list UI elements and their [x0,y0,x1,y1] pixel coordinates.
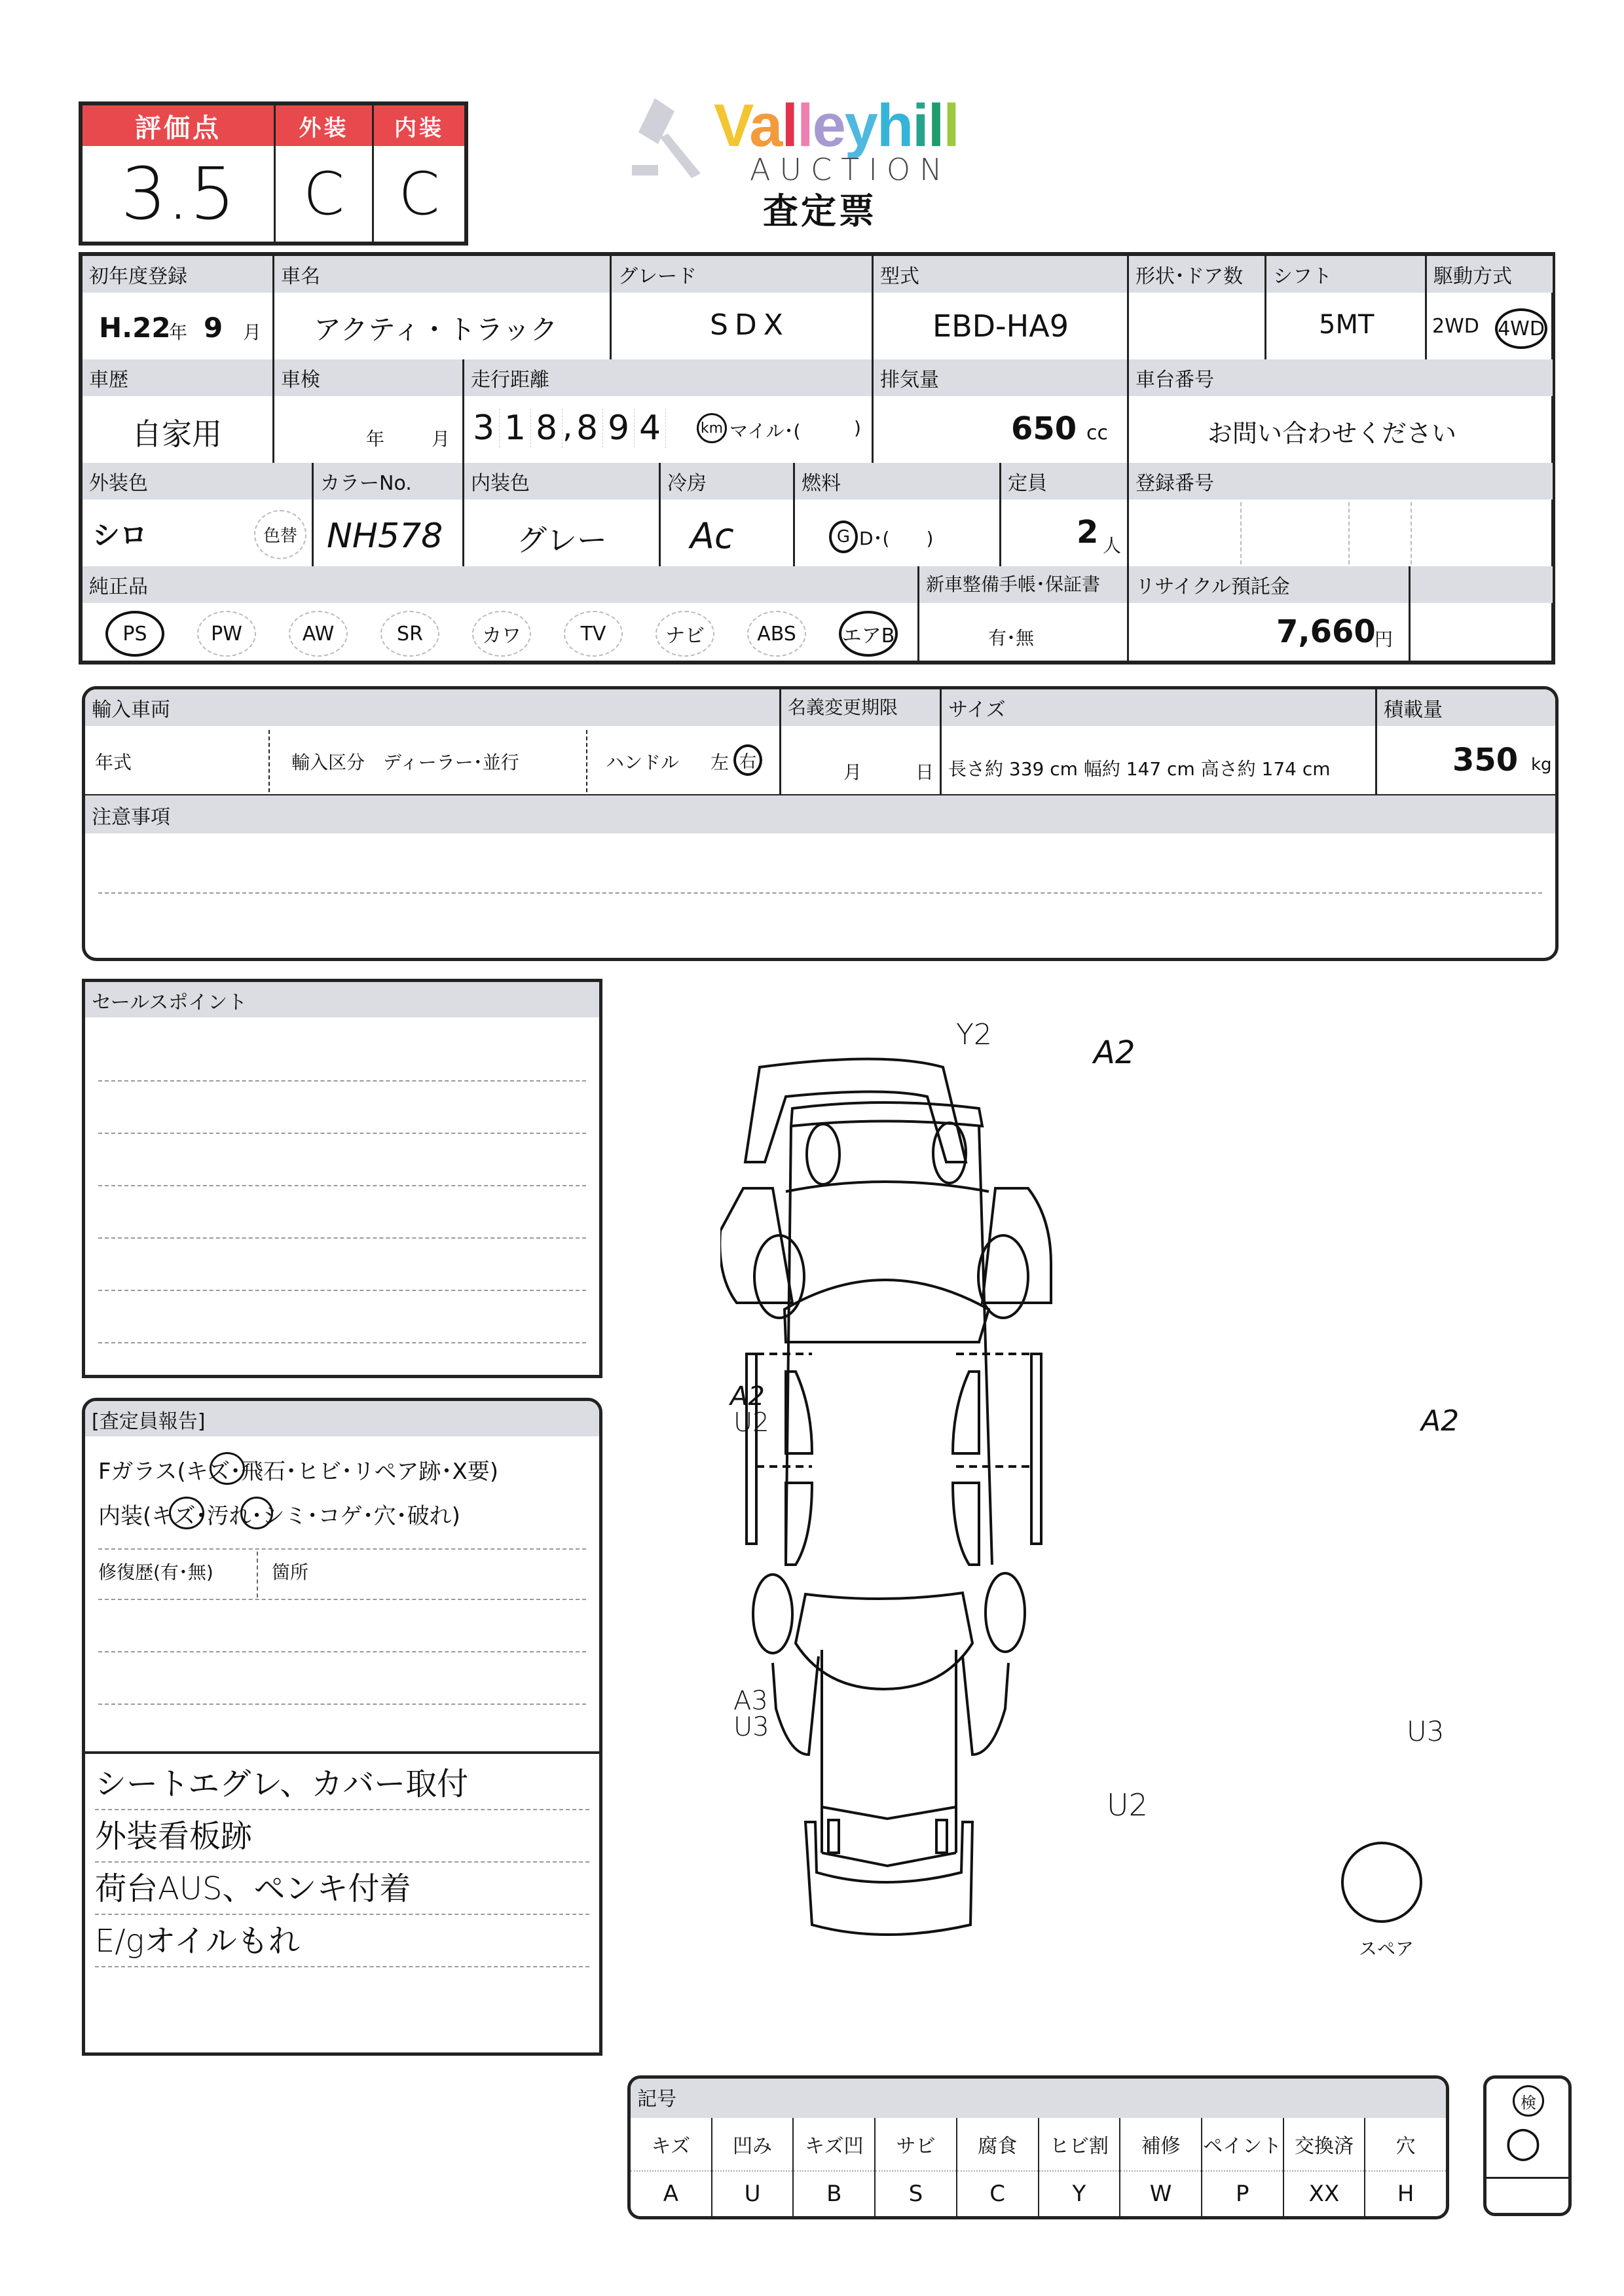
legend-code: S [876,2170,956,2216]
front-fender-right [982,1188,1051,1303]
load-label: 積載量 [1377,689,1559,726]
handwritten-note: シートエグレ、カバー取付 [95,1758,589,1810]
recycle-label: リサイクル預託金 [1129,566,1409,603]
handle-right-circled: 右 [733,744,762,776]
chassis-label: 車台番号 [1129,359,1553,396]
headlight-right [933,1123,966,1183]
grade-value: SDX [710,308,790,342]
legend-name: 交換済 [1294,2135,1354,2158]
taillight-right [936,1820,947,1853]
sales-rule [98,1080,586,1082]
genuine-parts-cell [83,566,917,662]
damage-mark: U2 [733,1408,769,1438]
tire-front-left [754,1235,804,1318]
report-label: [査定員報告] [85,1401,599,1436]
equipment-item: ABS [747,611,806,657]
brand-letter: y [844,92,877,159]
interior-grade: C [398,159,440,228]
car-name-label: 車名 [274,256,610,293]
legend-name: 穴 [1395,2135,1416,2158]
report-rule [98,1548,586,1550]
equipment-item: ナビ [655,611,714,657]
legend-name: 凹み [733,2135,773,2158]
score-label: 評価点 [83,105,274,146]
notes-label: 注意事項 [85,794,1555,833]
legend-name: キズ凹 [805,2135,864,2158]
capacity-label: 定員 [1001,463,1127,500]
side-sill-right [1031,1354,1041,1544]
handwritten-note: 荷台AUS、ペンキ付着 [95,1863,589,1915]
repair-divider [257,1552,258,1597]
inspection-mark: ○ [1505,2118,1541,2166]
ext-color-value: シロ [92,519,148,551]
brand-name [714,92,959,160]
equipment-item: エアB [839,611,898,657]
displacement-unit: cc [1086,422,1108,445]
reg-no-divider [1411,502,1412,564]
month-unit: 月 [243,321,262,343]
import-divider [268,730,270,792]
legend-code: C [957,2170,1038,2216]
legend-label: 記号 [631,2079,1446,2118]
door-lines [756,1354,1031,1467]
ac-value: Ac [690,515,734,556]
first-registration-label: 初年度登録 [83,256,272,293]
brand-auction: AUCTION [750,152,951,187]
report-section-divider [85,1751,599,1754]
equipment-item: AW [289,611,348,657]
ac-label: 冷房 [661,463,793,500]
drive-2wd: 2WD [1432,315,1479,338]
manual-value: 有･無 [988,627,1035,649]
model-label: 型式 [874,256,1127,293]
legend-code: U [712,2170,793,2216]
location-label: 箇所 [272,1561,309,1583]
mileage-digit: 4 [635,409,666,448]
recycle-unit: 円 [1375,629,1393,650]
mileage-km-circled: km [697,413,727,443]
interior-column [374,105,464,242]
int-color-cell [462,463,659,566]
notes-rule [98,892,1542,894]
load-cell [1375,689,1559,794]
model-cell [872,256,1127,359]
drive-cell [1425,256,1553,359]
interior-dirt-circle [240,1497,273,1529]
repair-history-label: 修復歴(有･無) [98,1561,213,1583]
grade-label: グレード [612,256,872,293]
sales-rule [98,1237,586,1239]
import-cell [85,689,779,794]
inspection-box [1483,2075,1572,2216]
mileage-digit: , [563,409,573,445]
grade-cell [610,256,872,359]
color-no-cell [312,463,462,566]
legend-code: A [631,2170,711,2216]
import-notes-box [82,686,1559,961]
legend-code: H [1365,2170,1446,2216]
brand-letter: V [714,92,750,159]
capacity-value: 2 [1077,514,1099,551]
ext-color-cell [83,463,312,566]
inspection-label: 検 [1513,2085,1544,2117]
score-box [79,101,468,246]
color-change-option: 色替 [254,510,306,559]
first-registration-era: H.22 [99,312,171,344]
blank-label [1411,566,1553,603]
front-door-window-left [786,1372,812,1453]
brand-letter: l [943,92,959,159]
damage-mark: U3 [733,1712,769,1742]
exterior-label: 外装 [276,105,372,146]
reg-no-cell [1127,463,1553,566]
name-change-label: 名義変更期限 [781,689,940,726]
legend-item [1119,2118,1201,2216]
color-no-value: NH578 [327,517,443,556]
brand-letter: l [781,92,798,159]
history-cell [83,359,272,463]
spare-label: スペア [1359,1938,1414,1959]
year-unit: 年 [169,321,188,343]
car-damage-diagram [720,1002,1539,1984]
manual-label: 新車整備手帳･保証書 [919,566,1127,603]
equipment-item: TV [564,611,623,657]
legend-item [874,2118,956,2216]
legend-table [631,2118,1446,2216]
displacement-cell [872,359,1127,463]
interior-status: 内装(キズ･汚れ･シミ･コゲ･穴･破れ) [98,1503,460,1529]
headlight-left [807,1124,840,1184]
car-name: アクティ・トラック [314,314,558,346]
rear-quarter-left [773,1656,819,1755]
legend-box [627,2075,1449,2219]
body-type-label: 形状･ドア数 [1129,256,1264,293]
legend-code: W [1120,2170,1201,2216]
rear-quarter-right [963,1656,1008,1755]
brand-letter: a [749,92,782,159]
legend-item [1201,2118,1283,2216]
glass-scratch-circle [210,1452,245,1485]
vehicle-info-grid [79,252,1555,665]
capacity-unit: 人 [1103,535,1122,556]
genuine-parts-label: 純正品 [83,566,917,603]
body-type-cell [1127,256,1264,359]
size-value: 長さ約 339 cm 幅約 147 cm 高さ約 174 cm [948,758,1331,780]
sales-rule [98,1133,586,1134]
tire-rear-right [986,1573,1025,1652]
handwritten-notes [95,1758,589,1967]
mileage-close: ) [854,417,861,439]
inspection-divider [1486,2177,1568,2179]
first-registration-cell [83,256,272,359]
damage-mark: A2 [730,1381,765,1412]
damage-mark: Y2 [956,1018,992,1051]
brand-letter: l [797,92,813,159]
mileage-digit: 1 [500,409,531,448]
legend-item [711,2118,793,2216]
score-column [83,105,276,242]
chassis-value: お問い合わせください [1208,419,1457,448]
sales-rule [98,1342,586,1343]
name-change-month-unit: 月 [843,761,862,783]
damage-mark: U3 [1407,1715,1445,1747]
legend-item [792,2118,874,2216]
front-fender-left [720,1188,792,1303]
brand-letter: i [912,92,928,159]
import-label: 輸入車両 [85,689,779,726]
brand-letter: l [927,92,944,159]
mileage-digit: 8 [572,409,603,448]
fuel-label: 燃料 [795,463,999,500]
load-value: 350 [1452,742,1519,778]
ac-cell [659,463,793,566]
tire-rear-left [753,1575,792,1653]
tailgate-top [822,1807,956,1819]
reg-no-label: 登録番号 [1129,463,1553,500]
shift-cell [1264,256,1425,359]
report-rule [98,1651,586,1652]
gavel-icon [629,92,714,183]
exterior-grade: C [303,159,344,228]
legend-item [1283,2118,1365,2216]
int-color-label: 内装色 [464,463,659,500]
inspection-month-unit: 月 [432,428,451,450]
reg-no-divider [1348,502,1350,564]
capacity-cell [999,463,1127,566]
inspection-cell [272,359,462,463]
legend-code: P [1202,2170,1283,2216]
blank-cell [1409,566,1553,662]
int-color-value: グレー [517,522,607,558]
handwritten-note: E/gオイルもれ [95,1915,589,1967]
equipment-item: カワ [472,611,531,657]
shift-value: 5MT [1319,310,1375,340]
name-change-day-unit: 日 [915,761,934,783]
mileage-cell [462,359,872,463]
history-label: 車歴 [83,359,272,396]
legend-name: 腐食 [978,2135,1018,2158]
mileage-digit: 8 [531,409,563,448]
recycle-cell [1127,566,1409,662]
inspection-year-unit: 年 [366,428,385,450]
document-title: 査定票 [763,191,877,232]
displacement-label: 排気量 [874,359,1127,396]
first-registration-month: 9 [204,312,223,344]
mileage-digits [468,409,666,448]
handwritten-note: 外装看板跡 [95,1810,589,1863]
legend-code: XX [1284,2170,1365,2216]
legend-name: キズ [651,2135,691,2158]
damage-mark: A3 [733,1686,768,1716]
equipment-list [105,611,911,658]
interior-scratch-circle [169,1497,204,1529]
brand-letter: h [876,92,913,159]
size-cell [940,689,1375,794]
fuel-cell [793,463,999,566]
fuel-gasoline-circled: G [829,520,858,553]
fuel-other: D･( ) [859,528,934,549]
inspection-label: 車検 [274,359,462,396]
taillight-left [828,1820,839,1853]
sales-point-label: セールスポイント [85,982,599,1017]
legend-item [1364,2118,1446,2216]
windshield [784,1280,989,1342]
legend-code: Y [1039,2170,1120,2216]
front-door-window-right [953,1372,979,1453]
drive-4wd-circled: 4WD [1495,308,1547,349]
legend-item [631,2118,711,2216]
sales-point-box [82,979,602,1378]
shift-label: シフト [1266,256,1425,293]
size-label: サイズ [942,689,1375,726]
rear-door-window-right [953,1483,979,1565]
model-value: EBD-HA9 [932,308,1069,344]
recycle-value: 7,660 [1276,613,1376,650]
tailgate-bottom [822,1853,956,1866]
windshield-status: Fガラス(キズ･飛石･ヒビ･リペア跡･X要) [98,1459,498,1485]
history-value: 自家用 [132,416,222,452]
chassis-cell [1127,359,1553,463]
legend-name: 補修 [1141,2135,1181,2158]
mileage-digit: 3 [468,409,500,448]
manual-cell [917,566,1127,662]
exterior-column [276,105,374,242]
sales-rule [98,1185,586,1186]
damage-mark: A2 [1421,1404,1460,1438]
damage-mark: A2 [1094,1034,1135,1071]
interior-label: 内装 [374,105,464,146]
import-divider [586,730,587,792]
report-rule [98,1599,586,1600]
legend-item [956,2118,1038,2216]
legend-name: サビ [896,2135,936,2158]
reg-no-divider [1240,502,1242,564]
legend-code: B [794,2170,874,2216]
damage-mark: U2 [1107,1787,1148,1823]
equipment-item: PS [105,611,164,657]
import-year-label: 年式 [95,752,132,773]
name-change-cell [779,689,940,794]
cabin-sides [786,1126,992,1565]
car-name-cell [272,256,610,359]
rear-door-window-left [786,1483,812,1565]
displacement-value: 650 [1011,410,1077,447]
color-no-label: カラーNo. [314,463,462,500]
load-unit: kg [1531,755,1552,774]
drive-label: 駆動方式 [1427,256,1553,293]
legend-name: ヒビ割 [1049,2135,1109,2158]
sales-rule [98,1290,586,1291]
ext-color-label: 外装色 [83,463,312,500]
equipment-item: PW [197,611,256,657]
valleyhill-logo [629,92,995,236]
inspector-report-box [82,1398,602,2056]
brand-letter: e [812,92,845,159]
legend-item [1038,2118,1120,2216]
handle-left: 左 [710,752,729,773]
report-rule [98,1704,586,1705]
mileage-mile: マイル･( [729,420,801,442]
mileage-digit: 9 [603,409,635,448]
equipment-item: SR [380,611,439,657]
import-type: 輸入区分 ディーラー･並行 [291,752,519,773]
legend-name: ペイント [1203,2135,1282,2158]
mileage-label: 走行距離 [464,359,872,396]
score-value: 3.5 [120,152,236,236]
handle-label: ハンドル [606,752,680,773]
